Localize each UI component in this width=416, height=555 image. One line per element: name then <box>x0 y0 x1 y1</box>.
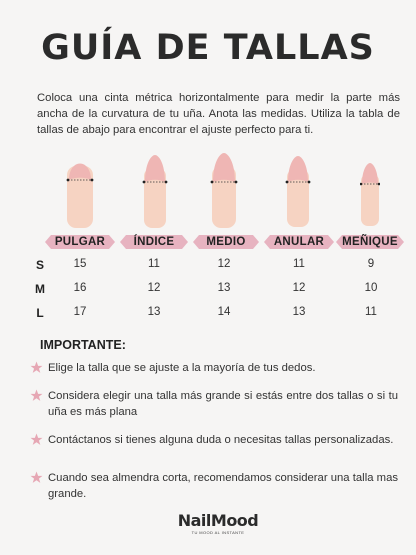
note-text: Considera elegir una talla más grande si estás entre dos tallas o si tu uña es más plana <box>48 390 398 418</box>
column-header-index: ÍNDICE <box>126 235 182 249</box>
finger-illustration-middle <box>210 152 238 228</box>
table-cell: 10 <box>364 282 378 294</box>
column-header-ring: ANULAR <box>270 235 328 249</box>
star-icon <box>30 389 43 402</box>
table-cell: 14 <box>217 306 231 318</box>
row-label-m: M <box>35 282 45 296</box>
table-cell: 15 <box>73 258 87 270</box>
table-cell: 11 <box>365 306 377 318</box>
table-cell: 13 <box>217 282 231 294</box>
column-header-thumb: PULGAR <box>51 235 109 249</box>
table-cell: 12 <box>147 282 161 294</box>
table-cell: 13 <box>147 306 161 318</box>
table-cell: 11 <box>148 258 160 270</box>
page-title: GUÍA DE TALLAS <box>41 28 375 68</box>
finger-illustration-ring <box>285 155 311 227</box>
note-text: Contáctanos si tienes alguna duda o necesitas tallas personalizadas. <box>48 434 394 446</box>
intro-text: Coloca una cinta métrica horizontalmente para medir la parte más ancha de la curvatura de tu uña. Anota las medidas. Utiliza la tabla de tallas de abajo para encontrar el ajuste perfecto para ti. <box>37 92 400 136</box>
logo-name: NailMood <box>177 511 259 530</box>
star-icon <box>30 433 43 446</box>
note-text: Elige la talla que se ajuste a la mayoría de tus dedos. <box>48 362 316 374</box>
table-cell: 17 <box>73 306 87 318</box>
logo-tagline: TU MOOD AL INSTANTE <box>191 530 245 535</box>
star-icon <box>30 361 43 374</box>
finger-illustration-index <box>142 154 168 228</box>
table-cell: 12 <box>292 282 306 294</box>
column-header-middle: MEDIO <box>199 235 253 249</box>
important-heading: IMPORTANTE: <box>40 338 126 352</box>
finger-illustration-pinky <box>360 162 380 226</box>
table-cell: 16 <box>73 282 87 294</box>
column-header-pinky: MEÑIQUE <box>342 236 398 248</box>
finger-illustration-thumb <box>65 156 95 228</box>
table-cell: 11 <box>293 258 305 270</box>
table-cell: 9 <box>367 258 375 270</box>
row-label-s: S <box>35 258 44 272</box>
table-cell: 12 <box>217 258 231 270</box>
row-label-l: L <box>36 306 44 320</box>
table-cell: 13 <box>292 306 306 318</box>
star-icon <box>30 471 43 484</box>
note-text: Cuando sea almendra corta, recomendamos considerar una talla mas grande. <box>48 472 398 500</box>
brand-logo <box>176 512 260 542</box>
